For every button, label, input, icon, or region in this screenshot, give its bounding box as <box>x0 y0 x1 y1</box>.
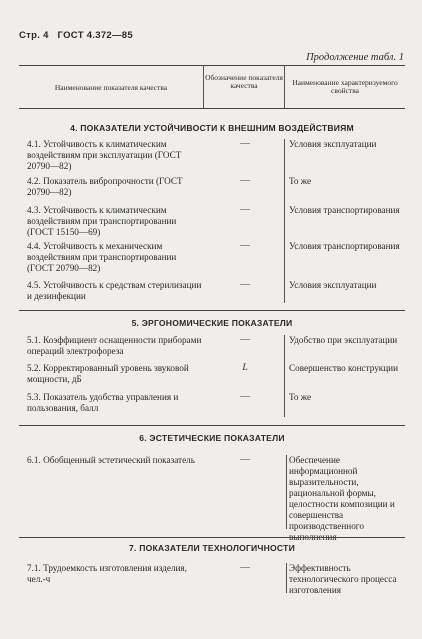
column-rule <box>286 455 287 529</box>
column-header-property: Наименование характеризуемого свойства <box>292 78 398 95</box>
indicator-name: 7.1. Трудоемкость изготовления изделия, чел.-ч <box>27 563 187 584</box>
indicator-name: 5.3. Показатель удобства управления и пользования, балл <box>27 392 179 413</box>
indicator-property: Условия эксплуатации <box>289 280 377 290</box>
indicator-property: Условия транспортирования <box>289 241 400 251</box>
table-continuation-label: Продолжение табл. 1 <box>306 52 404 63</box>
indicator-property: Удобство при эксплуатации <box>289 335 398 345</box>
header-divider-2 <box>284 65 285 108</box>
page-header <box>19 30 133 41</box>
indicator-name: 6.1. Обобщенный эстетический показатель <box>27 455 195 465</box>
indicator-designation: L <box>242 363 248 373</box>
indicator-designation: — <box>240 280 250 290</box>
section-title-7: 7. ПОКАЗАТЕЛИ ТЕХНОЛОГИЧНОСТИ <box>129 543 295 553</box>
indicator-name: 4.5. Устойчивость к средствам стерилизации и дезинфекции <box>27 280 202 301</box>
column-rule <box>284 335 285 417</box>
indicator-name: 4.2. Показатель вибропрочности (ГОСТ 20790—82) <box>27 176 183 197</box>
column-header-name: Наименование показателя качества <box>54 83 168 92</box>
indicator-property: Условия эксплуатации <box>289 139 377 149</box>
indicator-designation: — <box>240 176 250 186</box>
indicator-name: 5.2. Корректированный уровень звуковой мощности, дБ <box>27 363 189 384</box>
column-rule <box>286 563 287 593</box>
indicator-designation: — <box>240 392 250 402</box>
section-title-4: 4. ПОКАЗАТЕЛИ УСТОЙЧИВОСТИ К ВНЕШНИМ ВОЗДЕЙСТВИЯМ <box>70 123 354 133</box>
table-top-rule <box>19 65 405 66</box>
section-rule <box>19 425 405 426</box>
indicator-name: 4.3. Устойчивость к климатическим воздействиям при транспортировании (ГОСТ 15150—69) <box>27 205 177 237</box>
indicator-designation: — <box>240 241 250 251</box>
indicator-designation: — <box>240 139 250 149</box>
indicator-property: Эффективность технологического процесса изготовления <box>289 563 397 595</box>
indicator-designation: — <box>240 335 250 345</box>
header-bottom-rule <box>19 108 405 109</box>
header-divider-1 <box>203 65 204 108</box>
indicator-property: То же <box>289 176 312 186</box>
quality-indicators-table <box>19 65 405 639</box>
indicator-property: То же <box>289 392 312 402</box>
section-rule <box>19 310 405 311</box>
standard-number: ГОСТ 4.372—85 <box>57 30 133 41</box>
indicator-property: Условия транспортирования <box>289 205 400 215</box>
indicator-name: 5.1. Коэффициент оснащенности приборами операций электрофореза <box>27 335 202 356</box>
indicator-designation: — <box>240 205 250 215</box>
section-rule <box>19 537 405 538</box>
indicator-name: 4.4. Устойчивость к механическим воздействиям при транспортировании (ГОСТ 20790—82) <box>27 241 177 273</box>
page-label: Стр. 4 <box>19 30 49 41</box>
column-header-designation: Обозначение показателя качества <box>205 73 283 90</box>
indicator-property: Совершенство конструкции <box>289 363 398 373</box>
indicator-designation: — <box>240 563 250 573</box>
indicator-name: 4.1. Устойчивость к климатическим воздействиям при эксплуатации (ГОСТ 20790—82) <box>27 139 182 171</box>
section-title-5: 5. ЭРГОНОМИЧЕСКИЕ ПОКАЗАТЕЛИ <box>131 318 293 328</box>
indicator-property: Обеспечение информационной выразительности, рациональной формы, целостности композиции и совершенства производственного выполнения <box>289 455 395 542</box>
section-title-6: 6. ЭСТЕТИЧЕСКИЕ ПОКАЗАТЕЛИ <box>139 433 285 443</box>
column-rule <box>284 139 285 303</box>
indicator-designation: — <box>240 455 250 465</box>
